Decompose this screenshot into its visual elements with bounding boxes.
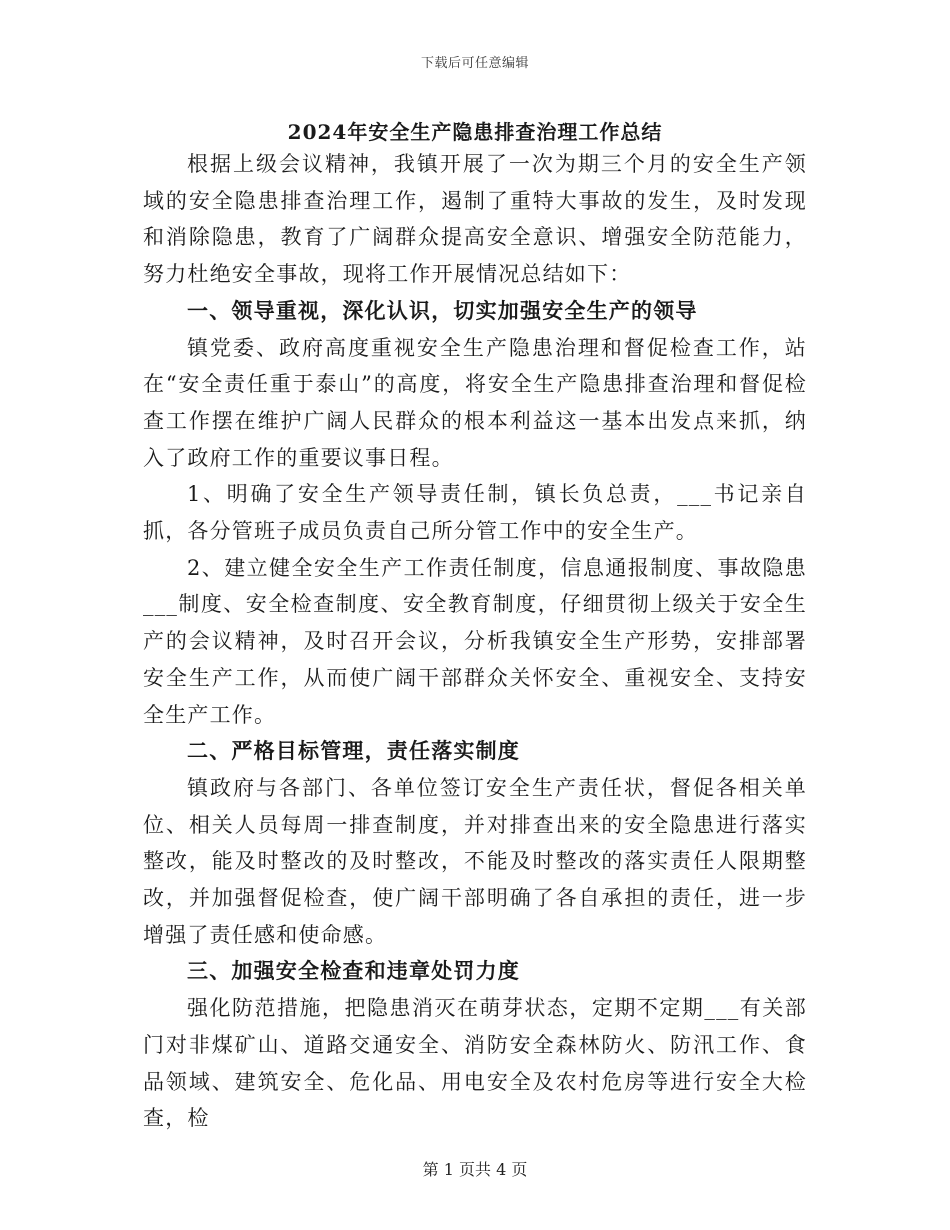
paragraph-intro: 根据上级会议精神，我镇开展了一次为期三个月的安全生产领域的安全隐患排查治理工作，遏制了重特大事故的发生，及时发现和消除隐患，教育了广阔群众提高安全意识、增强安全防范能力，努力杜绝安全事故，现将工作开展情况总结如下：	[143, 152, 807, 287]
paragraph: 强化防范措施，把隐患消灭在萌芽状态，定期不定期___有关部门对非煤矿山、道路交通安全、消防安全森林防火、防汛工作、食品领域、建筑安全、危化品、用电安全及农村危房等进行安全大检查，检	[143, 996, 807, 1131]
header-note: 下载后可任意编辑	[420, 56, 529, 71]
list-item: 1、明确了安全生产领导责任制，镇长负总责，___书记亲自抓，各分管班子成员负责自己所分管工作中的安全生产。	[143, 482, 807, 544]
document-body	[143, 146, 807, 1137]
list-item: 2、建立健全安全生产工作责任制度，信息通报制度、事故隐患___制度、安全检查制度、安全教育制度，仔细贯彻上级关于安全生产的会议精神，及时召开会议，分析我镇安全生产形势，安排部署安全生产工作，从而使广阔干部群众关怀安全、重视安全、支持安全生产工作。	[143, 555, 807, 727]
page-number: 第 1 页共 4 页	[422, 1160, 528, 1179]
section-heading-3: 三、加强安全检查和违章处罚力度	[187, 958, 520, 984]
paragraph: 镇党委、政府高度重视安全生产隐患治理和督促检查工作，站在“安全责任重于泰山”的高度，将安全生产隐患排查治理和督促检查工作摆在维护广阔人民群众的根本利益这一基本出发点来抓，纳入了政府工作的重要议事日程。	[143, 335, 807, 470]
section-heading-1: 一、领导重视，深化认识，切实加强安全生产的领导	[187, 297, 698, 323]
paragraph: 镇政府与各部门、各单位签订安全生产责任状，督促各相关单位、相关人员每周一排查制度，并对排查出来的安全隐患进行落实整改，能及时整改的及时整改，不能及时整改的落实责任人限期整改，并加强督促检查，使广阔干部明确了各自承担的责任，进一步增强了责任感和使命感。	[143, 775, 807, 947]
document-title: 2024年安全生产隐患排查治理工作总结	[287, 120, 663, 144]
section-heading-2: 二、严格目标管理，责任落实制度	[187, 738, 520, 764]
